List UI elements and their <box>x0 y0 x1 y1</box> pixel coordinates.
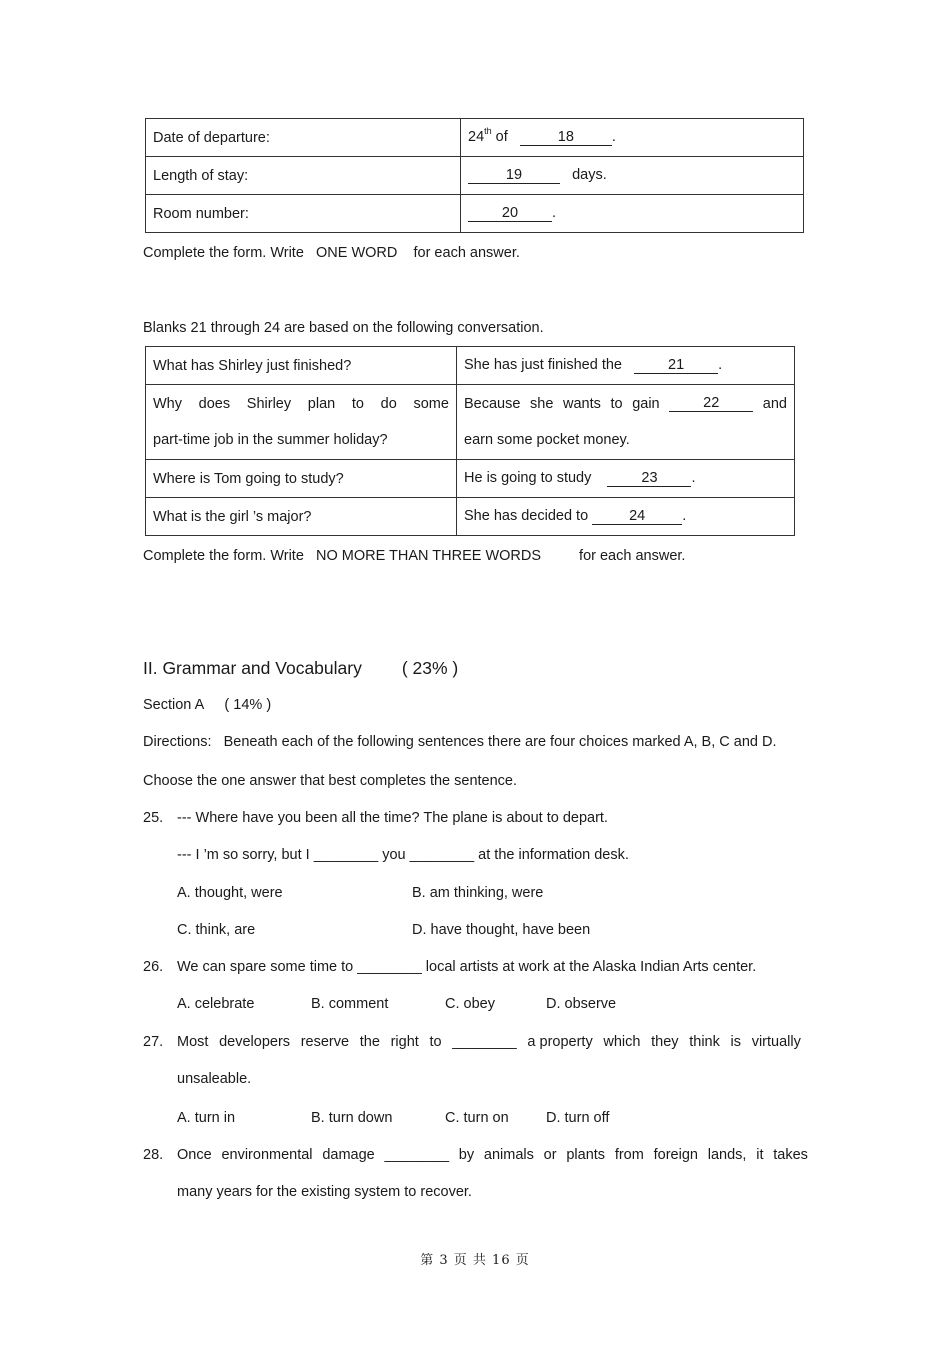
question-number: 26. <box>143 959 164 975</box>
option-b[interactable]: B. turn down <box>311 1110 393 1126</box>
option-d[interactable]: D. turn off <box>546 1110 610 1126</box>
table-row <box>146 157 804 195</box>
question-25-line-1: --- Where have you been all the time? The plane is about to depart. <box>177 810 608 826</box>
option-b[interactable]: B. am thinking, were <box>412 885 544 901</box>
answer-blank-23[interactable]: 23 <box>607 471 691 487</box>
row-answer: 19 days. <box>461 157 804 195</box>
option-c[interactable]: C. think, are <box>177 922 256 938</box>
question-25-line-2: --- I ’m so sorry, but I ________ you ________ at the information desk. <box>177 847 629 863</box>
row-label: Date of departure: <box>146 119 461 157</box>
row-question: Why does Shirley plan to do some part-time job in the summer holiday? <box>146 385 457 460</box>
row-question: What is the girl ’s major? <box>146 498 457 536</box>
row-answer: He is going to study 23 . <box>457 460 795 498</box>
section-heading: II. Grammar and Vocabulary ( 23% ) <box>143 658 459 678</box>
answer-blank-21[interactable]: 21 <box>634 358 718 374</box>
question-number: 28. <box>143 1147 164 1163</box>
question-number: 27. <box>143 1034 164 1050</box>
row-answer: 24th of 18 . <box>461 119 804 157</box>
question-27-line-1: Most developers reserve the right to ________ a property which they think is virtually <box>177 1034 801 1050</box>
option-d[interactable]: D. have thought, have been <box>412 922 591 938</box>
table-row <box>146 195 804 233</box>
answer-blank-18[interactable]: 18 <box>520 130 612 146</box>
option-c[interactable]: C. obey <box>445 996 495 1012</box>
question-number: 25. <box>143 810 164 826</box>
question-27-line-2: unsaleable. <box>177 1071 252 1087</box>
row-answer: 20 . <box>461 195 804 233</box>
answer-blank-22[interactable]: 22 <box>669 396 753 412</box>
instruction-three-words: Complete the form. Write NO MORE THAN THREE WORDS for each answer. <box>143 548 686 564</box>
table-row <box>146 460 795 498</box>
answer-blank-20[interactable]: 20 <box>468 206 552 222</box>
option-b[interactable]: B. comment <box>311 996 389 1012</box>
row-question: Where is Tom going to study? <box>146 460 457 498</box>
option-c[interactable]: C. turn on <box>445 1110 509 1126</box>
table-row <box>146 347 795 385</box>
option-a[interactable]: A. celebrate <box>177 996 255 1012</box>
row-label: Room number: <box>146 195 461 233</box>
table-row <box>146 385 795 460</box>
option-d[interactable]: D. observe <box>546 996 617 1012</box>
question-28-line-2: many years for the existing system to recover. <box>177 1184 472 1200</box>
option-a[interactable]: A. turn in <box>177 1110 236 1126</box>
question-26-line-1: We can spare some time to ________ local artists at work at the Alaska Indian Arts center. <box>177 959 757 975</box>
section-a-heading: Section A ( 14% ) <box>143 697 272 713</box>
question-28-line-1: Once environmental damage ________ by animals or plants from foreign lands, it takes <box>177 1147 808 1163</box>
row-answer: She has decided to 24 . <box>457 498 795 536</box>
table-row <box>146 498 795 536</box>
conversation-intro: Blanks 21 through 24 are based on the following conversation. <box>143 320 544 336</box>
row-answer: Because she wants to gain 22 and earn some pocket money. <box>457 385 795 460</box>
directions-line-1: Directions: Beneath each of the following sentences there are four choices marked A, B, C and D. <box>143 734 777 750</box>
directions-line-2: Choose the one answer that best completes the sentence. <box>143 773 518 789</box>
conversation-form-table <box>145 346 795 536</box>
answer-blank-24[interactable]: 24 <box>592 509 682 525</box>
option-a[interactable]: A. thought, were <box>177 885 283 901</box>
row-label: Length of stay: <box>146 157 461 195</box>
row-question: What has Shirley just finished? <box>146 347 457 385</box>
answer-blank-19[interactable]: 19 <box>468 168 560 184</box>
page-footer: 第 3 页 共 16 页 <box>420 1253 530 1268</box>
instruction-one-word: Complete the form. Write ONE WORD for each answer. <box>143 245 520 261</box>
row-answer: She has just finished the 21 . <box>457 347 795 385</box>
table-row <box>146 119 804 157</box>
departure-form-table <box>145 118 804 233</box>
